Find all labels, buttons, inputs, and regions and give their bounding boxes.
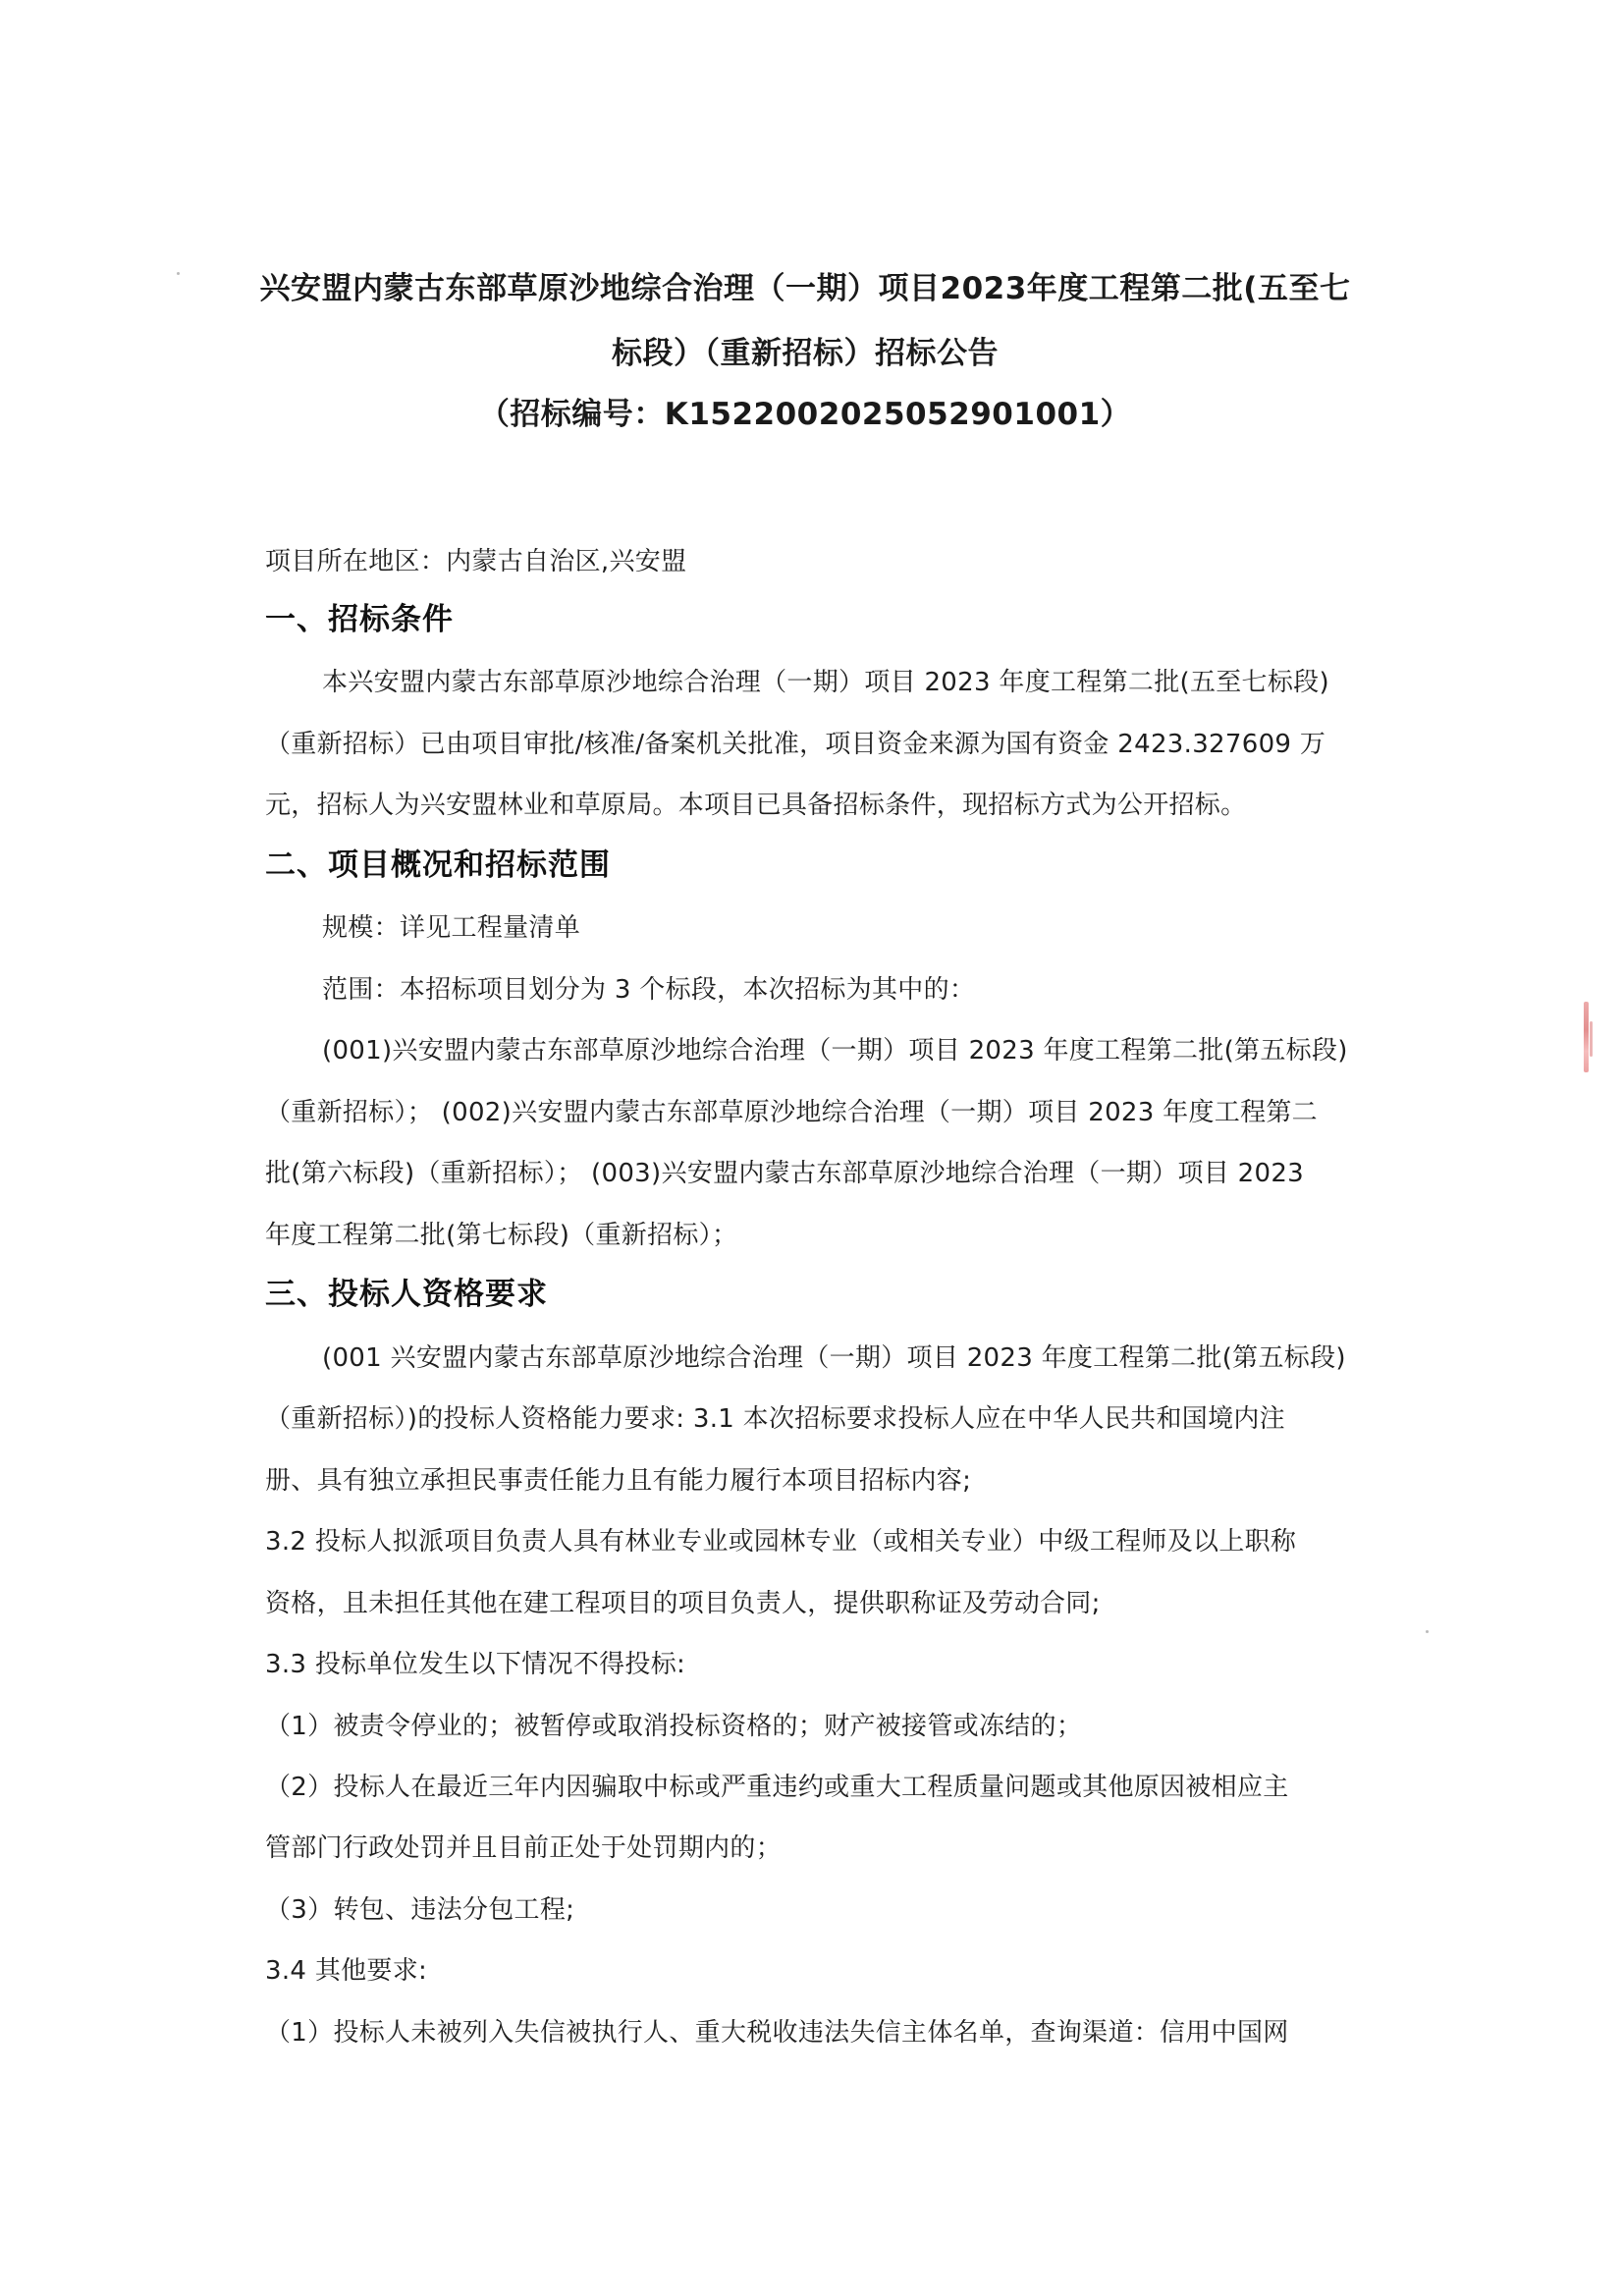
paragraph-line: （重新招标）已由项目审批/核准/备案机关批准，项目资金来源为国有资金 2423.327609 万 — [265, 730, 1326, 759]
tender-number: （招标编号：K1522002025052901001） — [478, 397, 1132, 432]
scan-speck — [177, 272, 180, 275]
scan-speck — [1426, 1630, 1429, 1633]
title-line-1: 兴安盟内蒙古东部草原沙地综合治理（一期）项目2023年度工程第二批(五至七 — [259, 271, 1351, 306]
paragraph-line: 元，招标人为兴安盟林业和草原局。本项目已具备招标条件，现招标方式为公开招标。 — [265, 791, 1247, 820]
paragraph-line: （2）投标人在最近三年内因骗取中标或严重违约或重大工程质量问题或其他原因被相应主 — [265, 1773, 1289, 1802]
project-region: 项目所在地区：内蒙古自治区,兴安盟 — [265, 547, 687, 576]
paragraph-line: 3.2 投标人拟派项目负责人具有林业专业或园林专业（或相关专业）中级工程师及以上职称 — [265, 1527, 1297, 1557]
paragraph-line: 范围：本招标项目划分为 3 个标段，本次招标为其中的： — [322, 975, 976, 1005]
paragraph-line: 规模：详见工程量清单 — [322, 913, 581, 943]
paragraph-line: 3.4 其他要求: — [265, 1956, 428, 1986]
paragraph-line: (001)兴安盟内蒙古东部草原沙地综合治理（一期）项目 2023 年度工程第二批(第五标段) — [322, 1036, 1348, 1066]
section-heading-tender-conditions: 一、招标条件 — [265, 602, 454, 637]
seal-mark-fragment — [1590, 1021, 1593, 1057]
paragraph-line: 年度工程第二批(第七标段)（重新招标）； — [265, 1221, 738, 1250]
section-heading-project-overview: 二、项目概况和招标范围 — [265, 847, 611, 883]
paragraph-line: （1）投标人未被列入失信被执行人、重大税收违法失信主体名单，查询渠道：信用中国网 — [265, 2018, 1289, 2048]
paragraph-line: （1）被责令停业的；被暂停或取消投标资格的；财产被接管或冻结的； — [265, 1712, 1083, 1741]
paragraph-line: 批(第六标段)（重新招标）； (003)兴安盟内蒙古东部草原沙地综合治理（一期）项目 2023 — [265, 1159, 1304, 1188]
paragraph-line: 资格，且未担任其他在建工程项目的项目负责人，提供职称证及劳动合同; — [265, 1589, 1101, 1618]
paragraph-line: (001 兴安盟内蒙古东部草原沙地综合治理（一期）项目 2023 年度工程第二批(第五标段) — [322, 1343, 1346, 1373]
title-line-2: 标段）（重新招标）招标公告 — [612, 336, 999, 371]
paragraph-line: （重新招标）)的投标人资格能力要求: 3.1 本次招标要求投标人应在中华人民共和国境内注 — [265, 1404, 1285, 1434]
paragraph-line: 管部门行政处罚并且目前正处于处罚期内的； — [265, 1833, 783, 1863]
paragraph-line: 本兴安盟内蒙古东部草原沙地综合治理（一期）项目 2023 年度工程第二批(五至七标段) — [322, 668, 1329, 697]
paragraph-line: 3.3 投标单位发生以下情况不得投标: — [265, 1650, 686, 1679]
paragraph-line: （3）转包、违法分包工程; — [265, 1895, 575, 1925]
seal-mark-fragment — [1584, 1002, 1589, 1072]
section-heading-bidder-qualifications: 三、投标人资格要求 — [265, 1277, 548, 1312]
paragraph-line: 册、具有独立承担民事责任能力且有能力履行本项目招标内容; — [265, 1466, 972, 1496]
paragraph-line: （重新招标）； (002)兴安盟内蒙古东部草原沙地综合治理（一期）项目 2023 年度工程第二 — [265, 1098, 1318, 1127]
